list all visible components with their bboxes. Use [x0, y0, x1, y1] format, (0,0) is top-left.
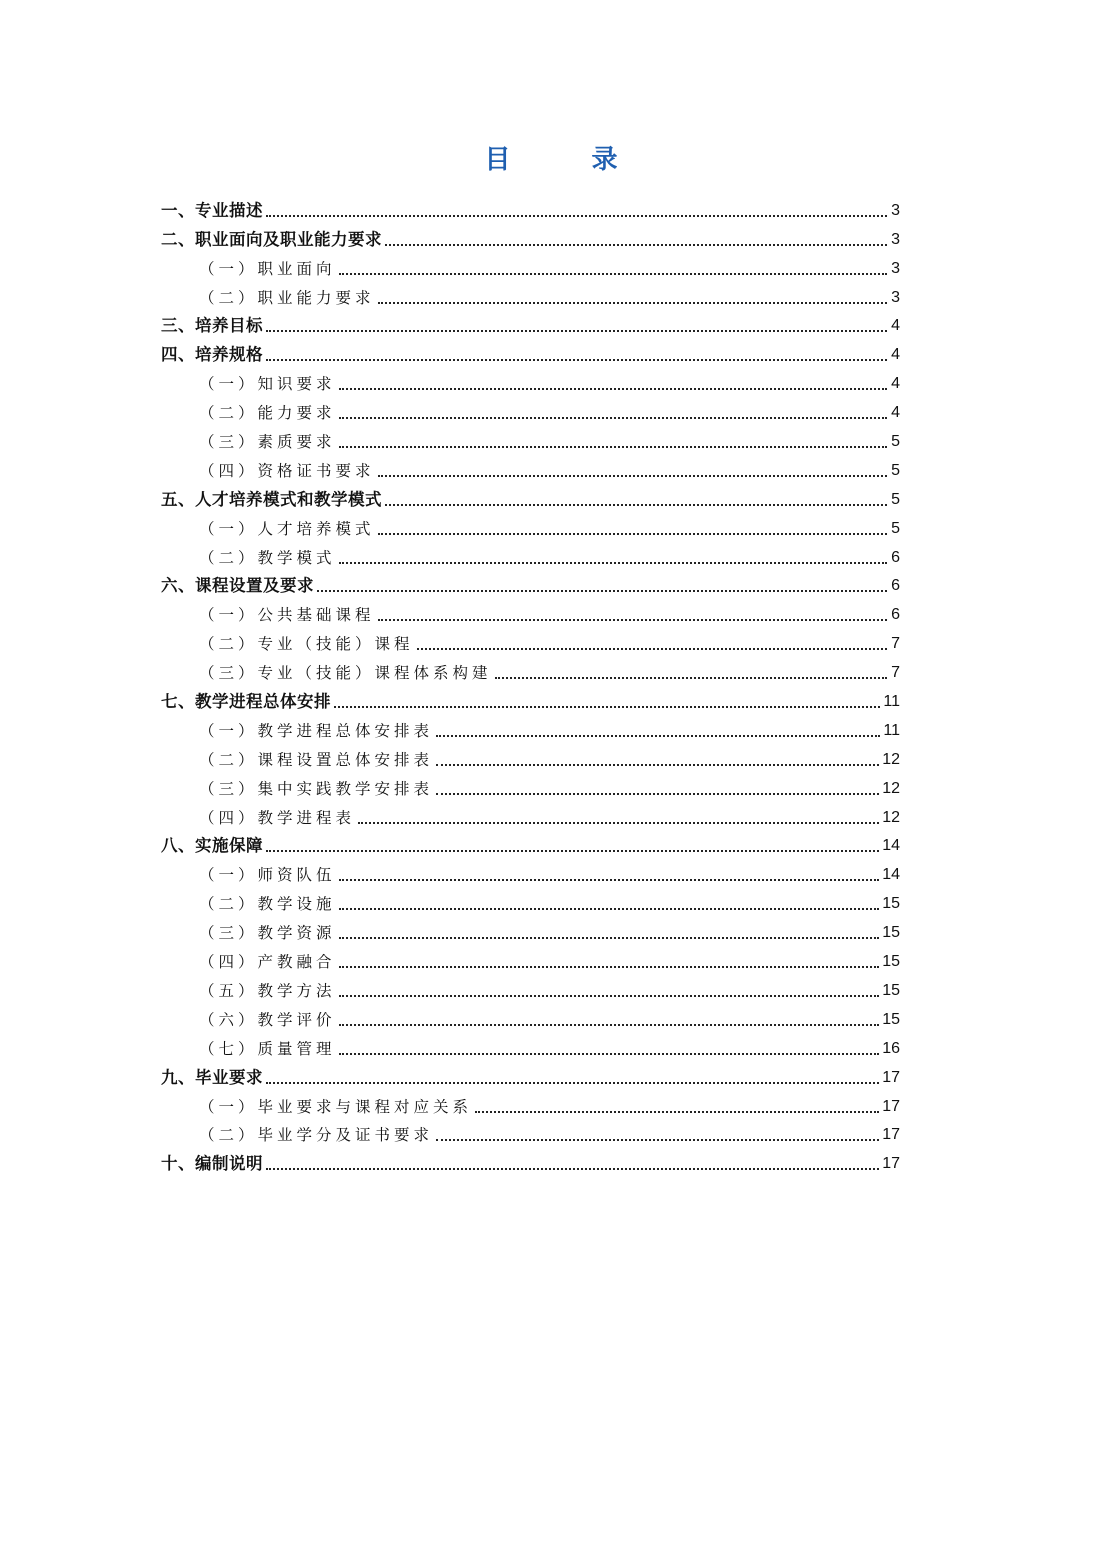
toc-entry-title: （一）人才培养模式 — [199, 519, 375, 538]
dot-leader — [334, 705, 880, 708]
toc-page-number: 12 — [882, 779, 900, 797]
toc-entry-title: 六、课程设置及要求 — [161, 576, 314, 596]
dot-leader — [339, 907, 880, 910]
toc-section-entry[interactable] — [161, 1059, 900, 1088]
toc-subsection-entry[interactable] — [161, 1117, 900, 1146]
toc-entry-title: （三）素质要求 — [199, 433, 336, 452]
toc-page-number: 15 — [882, 953, 900, 971]
toc-entry-title: （一）师资队伍 — [199, 866, 336, 885]
toc-entry-title: （七）质量管理 — [199, 1039, 336, 1058]
toc-subsection-entry[interactable] — [161, 654, 900, 683]
toc-subsection-entry[interactable] — [161, 856, 900, 885]
toc-entry-title: （二）课程设置总体安排表 — [199, 750, 434, 769]
toc-subsection-entry[interactable] — [161, 625, 900, 654]
toc-page-number: 4 — [891, 317, 900, 335]
toc-entry-title: （四）教学进程表 — [199, 808, 356, 827]
toc-page-number: 15 — [882, 895, 900, 913]
toc-list — [161, 192, 900, 1174]
toc-subsection-entry[interactable] — [161, 914, 900, 943]
toc-subsection-entry[interactable] — [161, 1088, 900, 1117]
toc-entry-title: （二）能力要求 — [199, 404, 336, 423]
toc-page-number: 7 — [891, 664, 900, 682]
toc-subsection-entry[interactable] — [161, 365, 900, 394]
dot-leader — [266, 214, 887, 217]
toc-entry-title: （一）知识要求 — [199, 375, 336, 394]
dot-leader — [266, 329, 887, 332]
dot-leader — [339, 416, 887, 419]
toc-subsection-entry[interactable] — [161, 741, 900, 770]
dot-leader — [436, 1138, 879, 1141]
dot-leader — [495, 676, 887, 679]
dot-leader — [378, 618, 887, 621]
toc-subsection-entry[interactable] — [161, 799, 900, 828]
dot-leader — [378, 532, 887, 535]
dot-leader — [266, 1081, 879, 1084]
toc-page-number: 5 — [891, 490, 900, 508]
toc-entry-title: 五、人才培养模式和教学模式 — [161, 489, 382, 509]
dot-leader — [436, 763, 879, 766]
toc-entry-title: （一）公共基础课程 — [199, 606, 375, 625]
toc-page-number: 14 — [882, 837, 900, 855]
dot-leader — [378, 474, 887, 477]
toc-subsection-entry[interactable] — [161, 596, 900, 625]
dot-leader — [436, 734, 880, 737]
dot-leader — [266, 1167, 879, 1170]
toc-entry-title: 三、培养目标 — [161, 316, 263, 336]
toc-entry-title: 二、职业面向及职业能力要求 — [161, 229, 382, 249]
toc-page-number: 17 — [882, 1155, 900, 1173]
toc-page-number: 3 — [891, 230, 900, 248]
toc-entry-title: （一）教学进程总体安排表 — [199, 721, 434, 740]
toc-page-number: 3 — [891, 288, 900, 306]
toc-page-number: 11 — [883, 693, 900, 711]
dot-leader — [266, 849, 879, 852]
toc-subsection-entry[interactable] — [161, 423, 900, 452]
toc-subsection-entry[interactable] — [161, 972, 900, 1001]
dot-leader — [385, 503, 887, 506]
toc-page-number: 15 — [882, 981, 900, 999]
toc-entry-title: 七、教学进程总体安排 — [161, 692, 331, 712]
toc-page-number: 14 — [882, 866, 900, 884]
toc-entry-title: （二）教学设施 — [199, 895, 336, 914]
toc-page-number: 6 — [891, 577, 900, 595]
toc-entry-title: （三）专业（技能）课程体系构建 — [199, 664, 492, 683]
toc-page-number: 4 — [891, 404, 900, 422]
toc-entry-title: （三）集中实践教学安排表 — [199, 779, 434, 798]
toc-page-number: 4 — [891, 375, 900, 393]
toc-subsection-entry[interactable] — [161, 394, 900, 423]
toc-subsection-entry[interactable] — [161, 452, 900, 481]
dot-leader — [317, 589, 887, 592]
toc-subsection-entry[interactable] — [161, 885, 900, 914]
dot-leader — [339, 445, 887, 448]
toc-section-entry[interactable] — [161, 221, 900, 250]
toc-entry-title: （四）资格证书要求 — [199, 461, 375, 480]
toc-entry-title: 八、实施保障 — [161, 836, 263, 856]
dot-leader — [339, 387, 887, 390]
toc-section-entry[interactable] — [161, 336, 900, 365]
toc-section-entry[interactable] — [161, 192, 900, 221]
toc-page-number: 17 — [882, 1126, 900, 1144]
toc-subsection-entry[interactable] — [161, 250, 900, 279]
toc-entry-title: （三）教学资源 — [199, 924, 336, 943]
toc-entry-title: 十、编制说明 — [161, 1154, 263, 1174]
toc-entry-title: （二）专业（技能）课程 — [199, 635, 414, 654]
toc-section-entry[interactable] — [161, 1145, 900, 1174]
toc-subsection-entry[interactable] — [161, 943, 900, 972]
toc-subsection-entry[interactable] — [161, 712, 900, 741]
toc-page-number: 4 — [891, 346, 900, 364]
toc-entry-title: （一）职业面向 — [199, 259, 336, 278]
toc-entry-title: （六）教学评价 — [199, 1010, 336, 1029]
toc-page-number: 11 — [883, 721, 900, 739]
toc-subsection-entry[interactable] — [161, 510, 900, 539]
dot-leader — [339, 994, 880, 997]
toc-entry-title: （一）毕业要求与课程对应关系 — [199, 1097, 473, 1116]
toc-section-entry[interactable] — [161, 828, 900, 857]
dot-leader — [266, 358, 887, 361]
toc-page-number: 16 — [882, 1039, 900, 1057]
toc-subsection-entry[interactable] — [161, 770, 900, 799]
dot-leader — [339, 965, 880, 968]
toc-entry-title: 一、专业描述 — [161, 200, 263, 220]
dot-leader — [475, 1110, 879, 1113]
dot-leader — [436, 792, 879, 795]
toc-page-number: 7 — [891, 635, 900, 653]
toc-entry-title: 四、培养规格 — [161, 345, 263, 365]
toc-page-number: 12 — [882, 750, 900, 768]
dot-leader — [378, 301, 887, 304]
toc-page-number: 17 — [882, 1097, 900, 1115]
dot-leader — [339, 1052, 880, 1055]
toc-section-entry[interactable] — [161, 481, 900, 510]
toc-page-number: 3 — [891, 201, 900, 219]
dot-leader — [339, 1023, 880, 1026]
toc-subsection-entry[interactable] — [161, 539, 900, 568]
toc-section-entry[interactable] — [161, 683, 900, 712]
toc-section-entry[interactable] — [161, 568, 900, 597]
toc-entry-title: （二）职业能力要求 — [199, 288, 375, 307]
toc-title: 目 录 — [484, 145, 654, 175]
toc-page-number: 6 — [891, 548, 900, 566]
toc-subsection-entry[interactable] — [161, 1001, 900, 1030]
toc-page-number: 15 — [882, 1010, 900, 1028]
toc-page-number: 5 — [891, 433, 900, 451]
toc-page-number: 5 — [891, 519, 900, 537]
dot-leader — [339, 272, 887, 275]
dot-leader — [339, 878, 880, 881]
dot-leader — [339, 936, 880, 939]
toc-entry-title: （四）产教融合 — [199, 953, 336, 972]
toc-entry-title: （五）教学方法 — [199, 981, 336, 1000]
toc-page-number: 12 — [882, 808, 900, 826]
toc-subsection-entry[interactable] — [161, 1030, 900, 1059]
dot-leader — [417, 647, 887, 650]
toc-entry-title: （二）教学模式 — [199, 548, 336, 567]
toc-page-number: 15 — [882, 924, 900, 942]
toc-page-number: 5 — [891, 461, 900, 479]
toc-page-number: 6 — [891, 606, 900, 624]
toc-entry-title: 九、毕业要求 — [161, 1067, 263, 1087]
toc-page-number: 17 — [882, 1068, 900, 1086]
toc-section-entry[interactable] — [161, 308, 900, 337]
toc-page-number: 3 — [891, 259, 900, 277]
toc-subsection-entry[interactable] — [161, 279, 900, 308]
dot-leader — [385, 243, 887, 246]
dot-leader — [358, 821, 879, 824]
toc-entry-title: （二）毕业学分及证书要求 — [199, 1126, 434, 1145]
dot-leader — [339, 561, 887, 564]
